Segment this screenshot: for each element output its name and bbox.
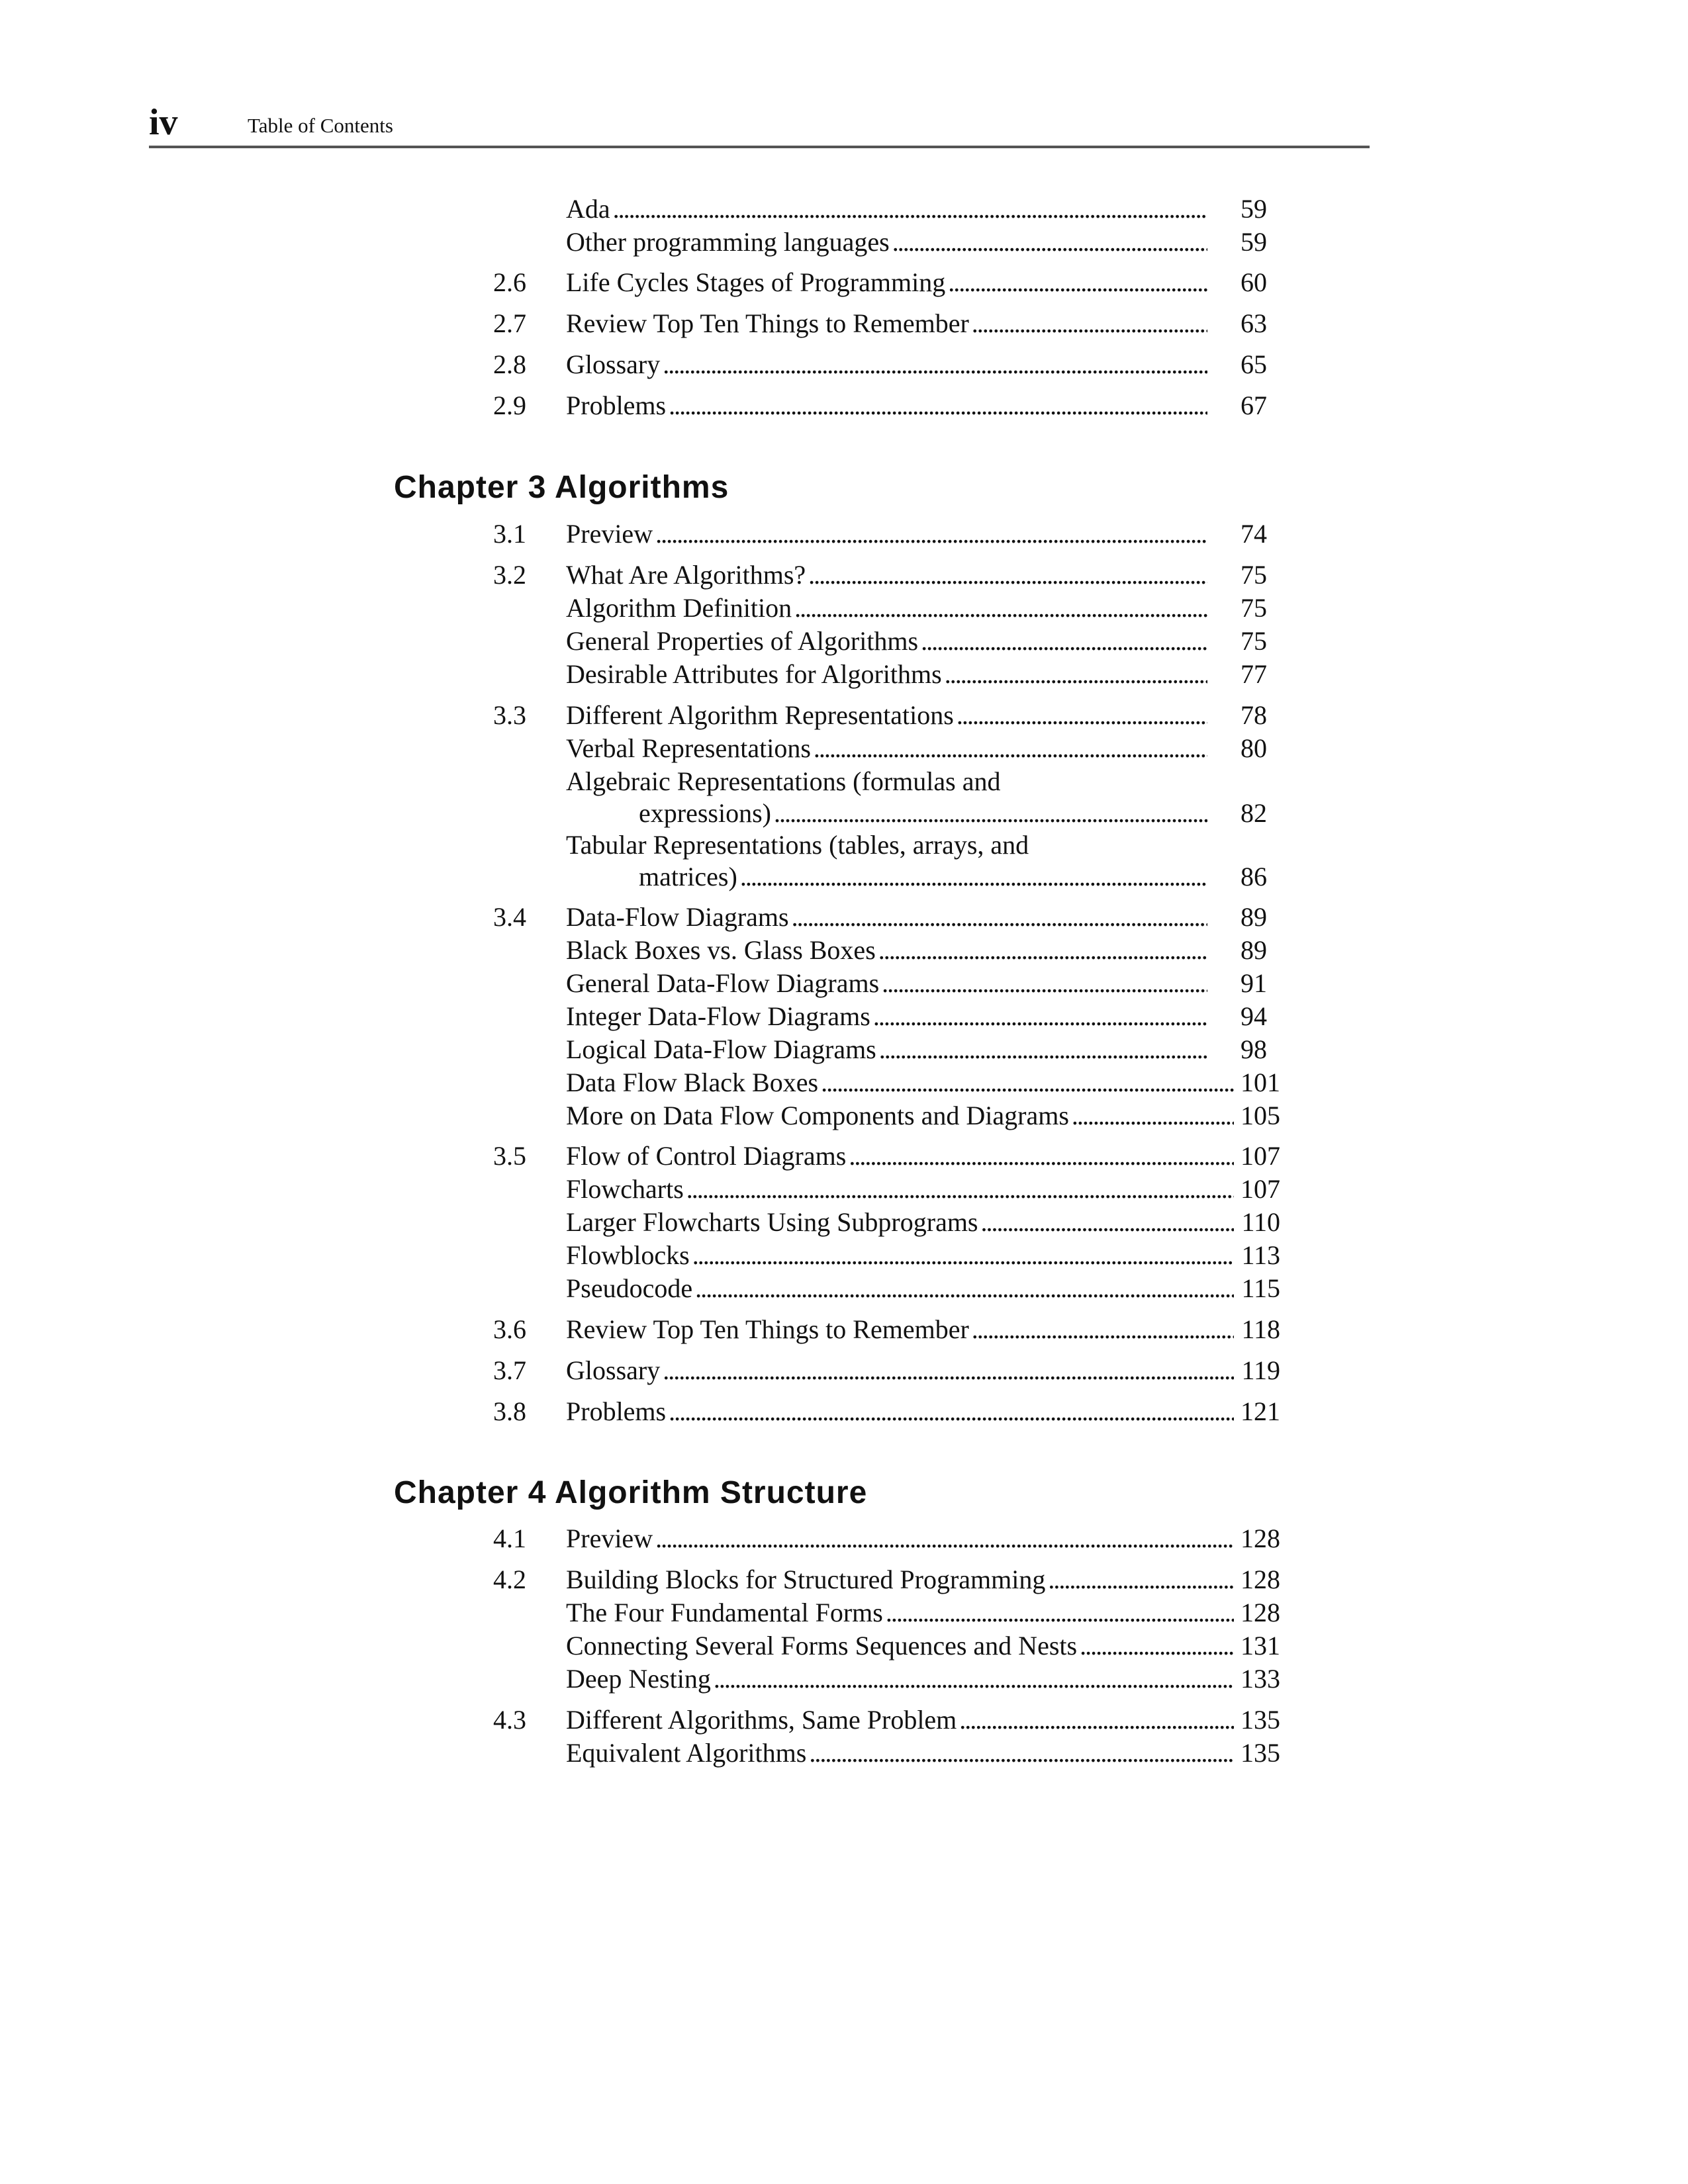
toc-entry — [493, 699, 1267, 732]
toc-entry — [566, 193, 1267, 226]
entry-title: Desirable Attributes for Algorithms . . . — [566, 658, 1207, 691]
toc-entry — [566, 1629, 1280, 1662]
section-number: 3.7 — [493, 1355, 526, 1385]
entry-title: What Are Algorithms? . . . — [566, 559, 1207, 592]
section-number: 3.1 — [493, 519, 526, 549]
toc-entry — [493, 1140, 1280, 1173]
section-number: 3.5 — [493, 1141, 526, 1171]
toc-entry — [493, 1704, 1280, 1737]
page-ref: 118 — [1241, 1313, 1280, 1346]
section-number: 3.2 — [493, 560, 526, 590]
page-ref: 113 — [1241, 1239, 1280, 1272]
page-ref: 115 — [1241, 1272, 1280, 1305]
toc-entry — [566, 226, 1267, 259]
entry-title: Equivalent Algorithms . . . — [566, 1737, 1234, 1770]
toc-entry — [566, 658, 1267, 691]
section-number: 3.4 — [493, 902, 526, 932]
chapter-heading: Chapter 3 Algorithms — [394, 470, 729, 505]
toc-entry — [566, 625, 1267, 658]
toc-entry — [493, 348, 1267, 381]
entry-title: Different Algorithms, Same Problem . . . — [566, 1704, 1234, 1737]
entry-title: Algorithm Definition . . . — [566, 592, 1207, 625]
toc-entry — [566, 1239, 1280, 1272]
page-ref: 89 — [1241, 934, 1267, 967]
toc-entry — [493, 518, 1267, 551]
page-ref: 67 — [1241, 389, 1267, 422]
toc-entry — [566, 1000, 1267, 1033]
toc-entry — [566, 934, 1267, 967]
page-ref: 110 — [1241, 1206, 1280, 1239]
section-number: 2.6 — [493, 267, 526, 297]
page-ref: 86 — [1241, 860, 1267, 893]
entry-title: Glossary . . . — [566, 348, 1207, 381]
section-number: 4.2 — [493, 1565, 526, 1594]
page-ref: 128 — [1241, 1596, 1280, 1629]
page-ref: 59 — [1241, 193, 1267, 226]
toc-entry — [493, 1563, 1280, 1596]
toc-entry — [493, 1354, 1280, 1387]
toc-entry — [493, 901, 1267, 934]
page-header — [149, 99, 1370, 148]
entry-title: Deep Nesting . . . — [566, 1662, 1234, 1696]
entry-title: Integer Data-Flow Diagrams . . . — [566, 1000, 1207, 1033]
page-ref: 75 — [1241, 559, 1267, 592]
entry-title: Logical Data-Flow Diagrams . . . — [566, 1033, 1207, 1066]
entry-title: Flow of Control Diagrams . . . — [566, 1140, 1234, 1173]
toc-entry-first-line: Algebraic Representations (formulas and — [566, 766, 1001, 796]
section-number: 4.3 — [493, 1705, 526, 1735]
entry-title: More on Data Flow Components and Diagrams . . . — [566, 1099, 1234, 1132]
page-ref: 60 — [1241, 266, 1267, 299]
toc-entry — [566, 732, 1267, 765]
entry-title: Building Blocks for Structured Programming . . . — [566, 1563, 1234, 1596]
entry-title: General Data-Flow Diagrams . . . — [566, 967, 1207, 1000]
entry-title: General Properties of Algorithms . . . — [566, 625, 1207, 658]
page-ref: 119 — [1241, 1354, 1280, 1387]
page-ref: 80 — [1241, 732, 1267, 765]
page-ref: 89 — [1241, 901, 1267, 934]
entry-title: Preview . . . — [566, 518, 1207, 551]
entry-title: Flowblocks . . . — [566, 1239, 1234, 1272]
toc-entry — [566, 860, 1267, 893]
entry-title: Problems . . . — [566, 389, 1207, 422]
entry-title: Larger Flowcharts Using Subprograms . . . — [566, 1206, 1234, 1239]
toc-entry — [566, 1099, 1280, 1132]
section-number: 4.1 — [493, 1524, 526, 1553]
section-number: 2.9 — [493, 390, 526, 420]
entry-title: Problems . . . — [566, 1395, 1234, 1428]
page-ref: 65 — [1241, 348, 1267, 381]
entry-title: Review Top Ten Things to Remember . . . — [566, 307, 1207, 340]
toc-entry — [566, 797, 1267, 830]
page-ref: 59 — [1241, 226, 1267, 259]
section-number: 2.7 — [493, 308, 526, 338]
page-ref: 133 — [1241, 1662, 1280, 1696]
toc-entry — [493, 389, 1267, 422]
toc-entry — [493, 307, 1267, 340]
entry-title-continuation: expressions) . . . — [639, 797, 1207, 830]
entry-title: Verbal Representations . . . — [566, 732, 1207, 765]
toc-entry — [566, 592, 1267, 625]
page-ref: 75 — [1241, 625, 1267, 658]
page-ref: 128 — [1241, 1522, 1280, 1555]
entry-title: Glossary . . . — [566, 1354, 1234, 1387]
entry-title: Different Algorithm Representations . . . — [566, 699, 1207, 732]
page-ref: 91 — [1241, 967, 1267, 1000]
entry-title: Pseudocode . . . — [566, 1272, 1234, 1305]
entry-title: Flowcharts . . . — [566, 1173, 1234, 1206]
toc-entry — [566, 1066, 1280, 1099]
entry-title: The Four Fundamental Forms . . . — [566, 1596, 1234, 1629]
entry-title: Data Flow Black Boxes . . . — [566, 1066, 1234, 1099]
page-ref: 75 — [1241, 592, 1267, 625]
entry-title: Life Cycles Stages of Programming . . . — [566, 266, 1207, 299]
entry-title: Data-Flow Diagrams . . . — [566, 901, 1207, 934]
page-ref: 128 — [1241, 1563, 1280, 1596]
toc-entry — [493, 266, 1267, 299]
page-ref: 77 — [1241, 658, 1267, 691]
entry-title: Black Boxes vs. Glass Boxes . . . — [566, 934, 1207, 967]
section-number: 2.8 — [493, 349, 526, 379]
page-ref: 82 — [1241, 797, 1267, 830]
section-number: 3.8 — [493, 1396, 526, 1426]
page-number: iv — [149, 102, 178, 143]
page-ref: 131 — [1241, 1629, 1280, 1662]
page-ref: 98 — [1241, 1033, 1267, 1066]
toc-entry — [493, 1395, 1280, 1428]
page-ref: 107 — [1241, 1140, 1280, 1173]
page-ref: 107 — [1241, 1173, 1280, 1206]
toc-entry — [566, 1173, 1280, 1206]
toc-entry — [566, 967, 1267, 1000]
page-ref: 105 — [1241, 1099, 1280, 1132]
page-ref: 63 — [1241, 307, 1267, 340]
toc-entry — [566, 1596, 1280, 1629]
toc-entry — [493, 559, 1267, 592]
entry-title: Review Top Ten Things to Remember . . . — [566, 1313, 1234, 1346]
entry-title: Connecting Several Forms Sequences and Nests . . . — [566, 1629, 1234, 1662]
toc-entry-first-line: Tabular Representations (tables, arrays, and — [566, 830, 1029, 860]
entry-title: Preview . . . — [566, 1522, 1234, 1555]
toc-entry — [566, 1272, 1280, 1305]
page-ref: 94 — [1241, 1000, 1267, 1033]
page-ref: 135 — [1241, 1737, 1280, 1770]
toc-entry — [493, 1522, 1280, 1555]
toc-entry — [566, 1662, 1280, 1696]
entry-title-continuation: matrices) . . . — [639, 860, 1207, 893]
section-number: 3.6 — [493, 1314, 526, 1344]
toc-entry — [566, 1033, 1267, 1066]
entry-title: Ada . . . — [566, 193, 1207, 226]
chapter-heading: Chapter 4 Algorithm Structure — [394, 1475, 868, 1510]
page-ref: 74 — [1241, 518, 1267, 551]
page-ref: 135 — [1241, 1704, 1280, 1737]
toc-entry — [566, 1206, 1280, 1239]
page-ref: 121 — [1241, 1395, 1280, 1428]
running-head: Table of Contents — [248, 114, 393, 137]
page-ref: 78 — [1241, 699, 1267, 732]
page-ref: 101 — [1241, 1066, 1280, 1099]
entry-title: Other programming languages . . . — [566, 226, 1207, 259]
toc-entry — [566, 1737, 1280, 1770]
section-number: 3.3 — [493, 700, 526, 730]
toc-entry — [493, 1313, 1280, 1346]
